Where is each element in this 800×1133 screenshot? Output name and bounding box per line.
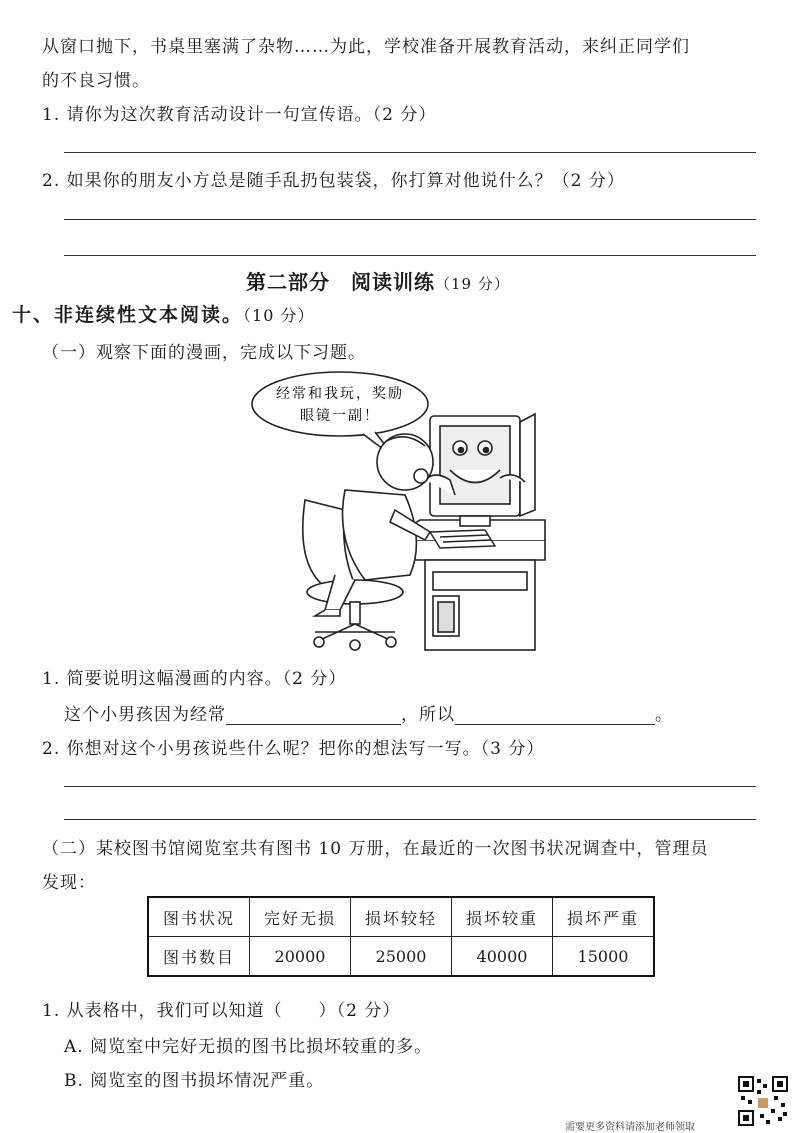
comic-question-2-label: 2. 你想对这个小男孩说些什么呢？把你的想法写一写。（3 分） [42,739,545,759]
answer-line[interactable] [64,152,756,153]
answer-line[interactable] [64,219,756,220]
answer-line[interactable] [64,819,756,820]
speech-bubble-line-2: 眼镜一副！ [300,408,380,424]
section-title [12,300,314,327]
sentence-prefix: 这个小男孩因为经常 [64,705,226,725]
part-title [246,266,510,295]
footer-note: 需要更多资料请添加老师领取 [565,1122,695,1133]
question-2-label: 2. 如果你的朋友小方总是随手乱扔包装袋，你打算对他说什么？（2 分） [42,171,625,191]
subsection-2-line-2: 发现： [42,873,96,893]
answer-line[interactable] [64,255,756,256]
speech-bubble [252,372,428,436]
table-question-1-label: 1. 从表格中，我们可以知道（ ）（2 分） [42,1001,401,1021]
table-header-cell: 损坏严重 [553,897,655,937]
table-cell: 图书数目 [148,937,250,977]
part-title-text: 第二部分 阅读训练 [246,270,435,294]
qr-code-icon [738,1076,788,1126]
table-row [148,937,654,977]
fill-blank[interactable] [455,706,655,725]
keyboard [430,530,495,548]
table-header-cell: 完好无损 [250,897,351,937]
table-header-cell: 图书状况 [148,897,250,937]
option-b[interactable]: B. 阅览室的图书损坏情况严重。 [64,1071,325,1091]
book-status-table [147,896,655,977]
section-title-text: 十、非连续性文本阅读。 [12,304,244,326]
intro-line-2: 的不良习惯。 [42,71,150,91]
comic-question-1-label: 1. 简要说明这幅漫画的内容。（2 分） [42,669,347,689]
table-header-cell: 损坏较轻 [351,897,452,937]
part-title-points: （19 分） [435,275,510,293]
subsection-2-line-1: （二）某校图书馆阅览室共有图书 10 万册，在最近的一次图书状况调查中，管理员 [42,839,709,859]
table-cell: 20000 [250,937,351,977]
fill-blank[interactable] [226,706,401,725]
comic-question-1-sentence [64,700,673,725]
table-cell: 40000 [452,937,553,977]
sentence-end: 。 [655,705,673,725]
comic-illustration [245,370,555,652]
sentence-middle: ，所以 [401,705,455,725]
table-cell: 25000 [351,937,452,977]
computer-monitor [425,414,535,526]
section-title-points: （10 分） [243,306,315,325]
table-row [148,897,654,937]
table-header-cell: 损坏较重 [452,897,553,937]
table-cell: 15000 [553,937,655,977]
answer-line[interactable] [64,786,756,787]
speech-bubble-line-1: 经常和我玩，奖励 [276,386,404,402]
question-1-label: 1. 请你为这次教育活动设计一句宣传语。（2 分） [42,105,437,125]
option-a[interactable]: A. 阅览室中完好无损的图书比损坏较重的多。 [64,1037,433,1057]
subsection-1-title: （一）观察下面的漫画，完成以下习题。 [42,343,366,363]
intro-line-1: 从窗口抛下，书桌里塞满了杂物……为此，学校准备开展教育活动，来纠正同学们 [42,37,690,57]
